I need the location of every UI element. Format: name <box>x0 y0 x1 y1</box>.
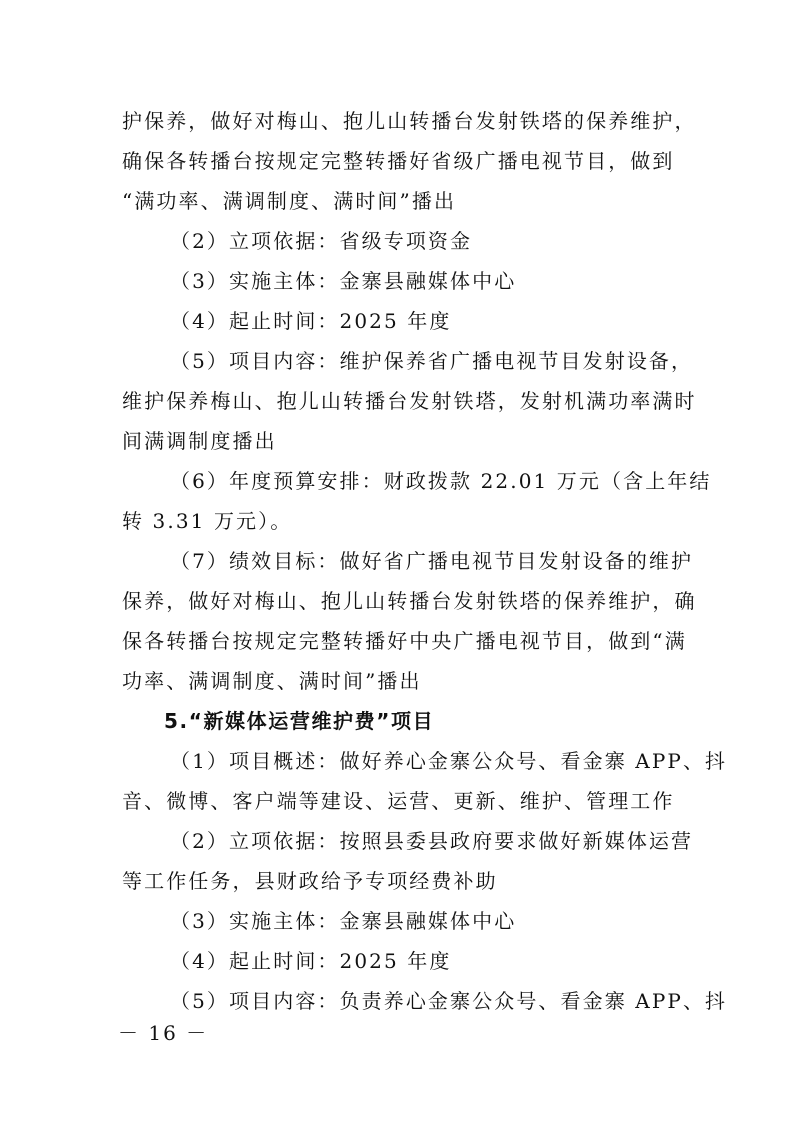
paragraph-item: （3）实施主体：金寨县融媒体中心 <box>170 269 517 293</box>
body-text-line: 确保各转播台按规定完整转播好省级广播电视节目，做到 <box>122 149 675 173</box>
paragraph-item: （4）起止时间：2025 年度 <box>170 309 452 333</box>
page-number: － 16 － <box>118 1021 209 1045</box>
paragraph-item: （4）起止时间：2025 年度 <box>170 949 452 973</box>
paragraph-item: （3）实施主体：金寨县融媒体中心 <box>170 909 517 933</box>
paragraph-item: （2）立项依据：按照县委县政府要求做好新媒体运营 <box>170 829 694 853</box>
body-text-line: 转 3.31 万元）。 <box>122 509 293 533</box>
paragraph-item: （7）绩效目标：做好省广播电视节目发射设备的维护 <box>170 549 694 573</box>
paragraph-item: （5）项目内容：维护保养省广播电视节目发射设备， <box>170 349 694 373</box>
body-text-line: 间满调制度播出 <box>122 429 277 453</box>
body-text-line: 保养，做好对梅山、抱儿山转播台发射铁塔的保养维护，确 <box>122 589 697 613</box>
body-text-line: 音、微博、客户端等建设、运营、更新、维护、管理工作 <box>122 789 675 813</box>
body-text-line: 保各转播台按规定完整转播好中央广播电视节目，做到“满 <box>122 629 687 653</box>
body-text-line: 功率、满调制度、满时间”播出 <box>122 669 422 693</box>
paragraph-item: （5）项目内容：负责养心金寨公众号、看金寨 APP、抖 <box>170 989 728 1013</box>
section-heading: 5.“新媒体运营维护费”项目 <box>164 709 435 733</box>
body-text-line: 等工作任务，县财政给予专项经费补助 <box>122 869 498 893</box>
paragraph-item: （1）项目概述：做好养心金寨公众号、看金寨 APP、抖 <box>170 749 728 773</box>
body-text-line: “满功率、满调制度、满时间”播出 <box>122 189 457 213</box>
body-text-line: 护保养，做好对梅山、抱儿山转播台发射铁塔的保养维护， <box>122 109 697 133</box>
paragraph-item: （2）立项依据：省级专项资金 <box>170 229 473 253</box>
body-text-line: 维护保养梅山、抱儿山转播台发射铁塔，发射机满功率满时 <box>122 389 697 413</box>
paragraph-item: （6）年度预算安排：财政拨款 22.01 万元（含上年结 <box>170 469 712 493</box>
